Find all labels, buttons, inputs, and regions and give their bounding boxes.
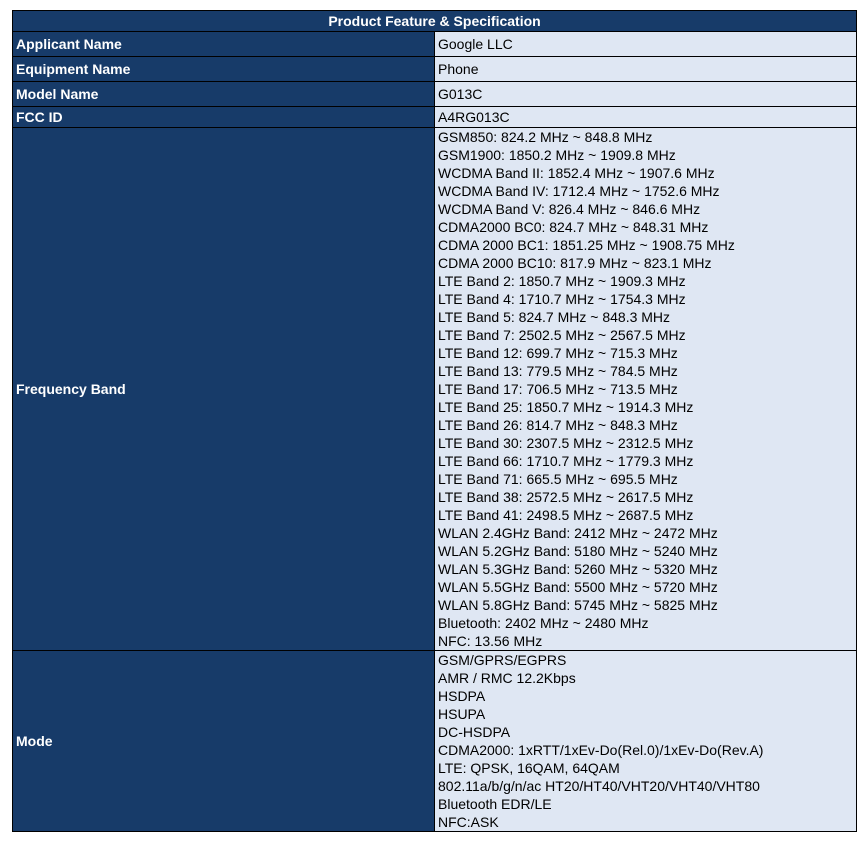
frequency-band-item: LTE Band 2: 1850.7 MHz ~ 1909.3 MHz bbox=[438, 273, 686, 289]
spec-table-container bbox=[12, 10, 857, 832]
table-title: Product Feature & Specification bbox=[13, 11, 857, 32]
mode-list bbox=[435, 651, 857, 832]
frequency-band-item: LTE Band 13: 779.5 MHz ~ 784.5 MHz bbox=[438, 363, 678, 379]
frequency-band-item: CDMA 2000 BC1: 1851.25 MHz ~ 1908.75 MHz bbox=[438, 237, 735, 253]
equipment-name-value: Phone bbox=[435, 57, 857, 82]
mode-item: DC-HSDPA bbox=[438, 724, 511, 740]
row-equipment-name bbox=[13, 57, 857, 82]
frequency-band-item: LTE Band 66: 1710.7 MHz ~ 1779.3 MHz bbox=[438, 453, 694, 469]
mode-item: LTE: QPSK, 16QAM, 64QAM bbox=[438, 760, 620, 776]
model-name-label: Model Name bbox=[13, 82, 435, 107]
mode-label: Mode bbox=[13, 651, 435, 832]
mode-item: NFC:ASK bbox=[438, 814, 499, 830]
frequency-band-item: LTE Band 71: 665.5 MHz ~ 695.5 MHz bbox=[438, 471, 678, 487]
row-fcc-id bbox=[13, 107, 857, 128]
frequency-band-item: LTE Band 4: 1710.7 MHz ~ 1754.3 MHz bbox=[438, 291, 686, 307]
frequency-band-item: LTE Band 26: 814.7 MHz ~ 848.3 MHz bbox=[438, 417, 678, 433]
frequency-band-item: WLAN 5.3GHz Band: 5260 MHz ~ 5320 MHz bbox=[438, 561, 718, 577]
mode-item: GSM/GPRS/EGPRS bbox=[438, 652, 567, 668]
frequency-band-item: WLAN 5.8GHz Band: 5745 MHz ~ 5825 MHz bbox=[438, 597, 718, 613]
table-header-row bbox=[13, 11, 857, 32]
row-applicant-name bbox=[13, 32, 857, 57]
frequency-band-item: LTE Band 17: 706.5 MHz ~ 713.5 MHz bbox=[438, 381, 678, 397]
frequency-band-label: Frequency Band bbox=[13, 128, 435, 651]
frequency-band-item: LTE Band 25: 1850.7 MHz ~ 1914.3 MHz bbox=[438, 399, 694, 415]
frequency-band-item: Bluetooth: 2402 MHz ~ 2480 MHz bbox=[438, 615, 649, 631]
frequency-band-item: LTE Band 5: 824.7 MHz ~ 848.3 MHz bbox=[438, 309, 671, 325]
equipment-name-label: Equipment Name bbox=[13, 57, 435, 82]
frequency-band-item: WCDMA Band IV: 1712.4 MHz ~ 1752.6 MHz bbox=[438, 183, 720, 199]
model-name-value: G013C bbox=[435, 82, 857, 107]
frequency-band-item: WLAN 2.4GHz Band: 2412 MHz ~ 2472 MHz bbox=[438, 525, 718, 541]
fcc-id-value: A4RG013C bbox=[435, 107, 857, 128]
spec-table bbox=[12, 10, 857, 832]
applicant-name-value: Google LLC bbox=[435, 32, 857, 57]
frequency-band-item: CDMA2000 BC0: 824.7 MHz ~ 848.31 MHz bbox=[438, 219, 709, 235]
frequency-band-item: LTE Band 41: 2498.5 MHz ~ 2687.5 MHz bbox=[438, 507, 694, 523]
frequency-band-item: CDMA 2000 BC10: 817.9 MHz ~ 823.1 MHz bbox=[438, 255, 712, 271]
mode-item: CDMA2000: 1xRTT/1xEv-Do(Rel.0)/1xEv-Do(Rev.A) bbox=[438, 742, 764, 758]
frequency-band-item: GSM1900: 1850.2 MHz ~ 1909.8 MHz bbox=[438, 147, 676, 163]
frequency-band-item: WLAN 5.5GHz Band: 5500 MHz ~ 5720 MHz bbox=[438, 579, 718, 595]
fcc-id-label: FCC ID bbox=[13, 107, 435, 128]
mode-item: AMR / RMC 12.2Kbps bbox=[438, 670, 576, 686]
frequency-band-item: LTE Band 38: 2572.5 MHz ~ 2617.5 MHz bbox=[438, 489, 694, 505]
frequency-band-item: LTE Band 30: 2307.5 MHz ~ 2312.5 MHz bbox=[438, 435, 694, 451]
frequency-band-item: WCDMA Band V: 826.4 MHz ~ 846.6 MHz bbox=[438, 201, 701, 217]
mode-item: 802.11a/b/g/n/ac HT20/HT40/VHT20/VHT40/VHT80 bbox=[438, 778, 760, 794]
frequency-band-item: WCDMA Band II: 1852.4 MHz ~ 1907.6 MHz bbox=[438, 165, 715, 181]
frequency-band-list bbox=[435, 128, 857, 651]
frequency-band-item: LTE Band 7: 2502.5 MHz ~ 2567.5 MHz bbox=[438, 327, 686, 343]
frequency-band-item: WLAN 5.2GHz Band: 5180 MHz ~ 5240 MHz bbox=[438, 543, 718, 559]
frequency-band-item: NFC: 13.56 MHz bbox=[438, 633, 543, 649]
row-frequency-band bbox=[13, 128, 857, 651]
frequency-band-item: GSM850: 824.2 MHz ~ 848.8 MHz bbox=[438, 129, 653, 145]
row-model-name bbox=[13, 82, 857, 107]
row-mode bbox=[13, 651, 857, 832]
mode-item: HSDPA bbox=[438, 688, 486, 704]
mode-item: HSUPA bbox=[438, 706, 486, 722]
mode-item: Bluetooth EDR/LE bbox=[438, 796, 552, 812]
frequency-band-item: LTE Band 12: 699.7 MHz ~ 715.3 MHz bbox=[438, 345, 678, 361]
applicant-name-label: Applicant Name bbox=[13, 32, 435, 57]
